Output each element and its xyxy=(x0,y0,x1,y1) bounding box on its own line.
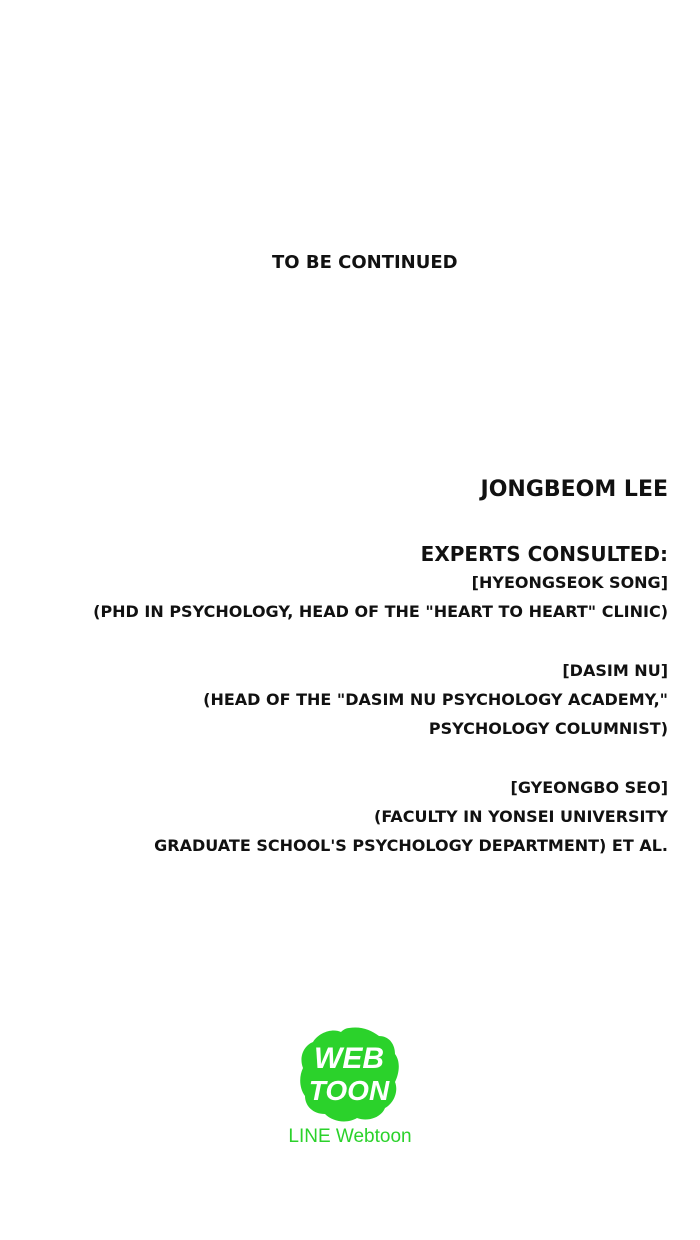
expert-entry xyxy=(93,568,668,626)
expert-name: [HYEONGSEOK SONG] xyxy=(471,573,668,592)
expert-name: [DASIM NU] xyxy=(562,661,668,680)
credits xyxy=(93,476,668,890)
expert-entry xyxy=(93,773,668,860)
webtoon-logo-svg xyxy=(297,1024,401,1124)
expert-detail: PSYCHOLOGY COLUMNIST) xyxy=(428,719,668,738)
expert-entry xyxy=(93,656,668,743)
expert-detail: (PHD IN PSYCHOLOGY, HEAD OF THE "HEART TO HEART" CLINIC) xyxy=(93,602,668,621)
expert-detail: GRADUATE SCHOOL'S PSYCHOLOGY DEPARTMENT) ET AL. xyxy=(154,836,668,855)
expert-detail: (HEAD OF THE "DASIM NU PSYCHOLOGY ACADEMY," xyxy=(203,690,668,709)
author-name: JONGBEOM LEE xyxy=(480,477,668,502)
expert-name: [GYEONGBO SEO] xyxy=(510,778,668,797)
to-be-continued-text: TO BE CONTINUED xyxy=(272,252,458,273)
webtoon-logo-icon xyxy=(297,1024,401,1124)
logo-text-bottom: TOON xyxy=(308,1075,390,1106)
logo-text-top: WEB xyxy=(314,1042,384,1075)
logo-caption: LINE Webtoon xyxy=(288,1126,412,1147)
experts-heading: EXPERTS CONSULTED: xyxy=(420,542,668,566)
expert-detail: (FACULTY IN YONSEI UNIVERSITY xyxy=(374,807,668,826)
